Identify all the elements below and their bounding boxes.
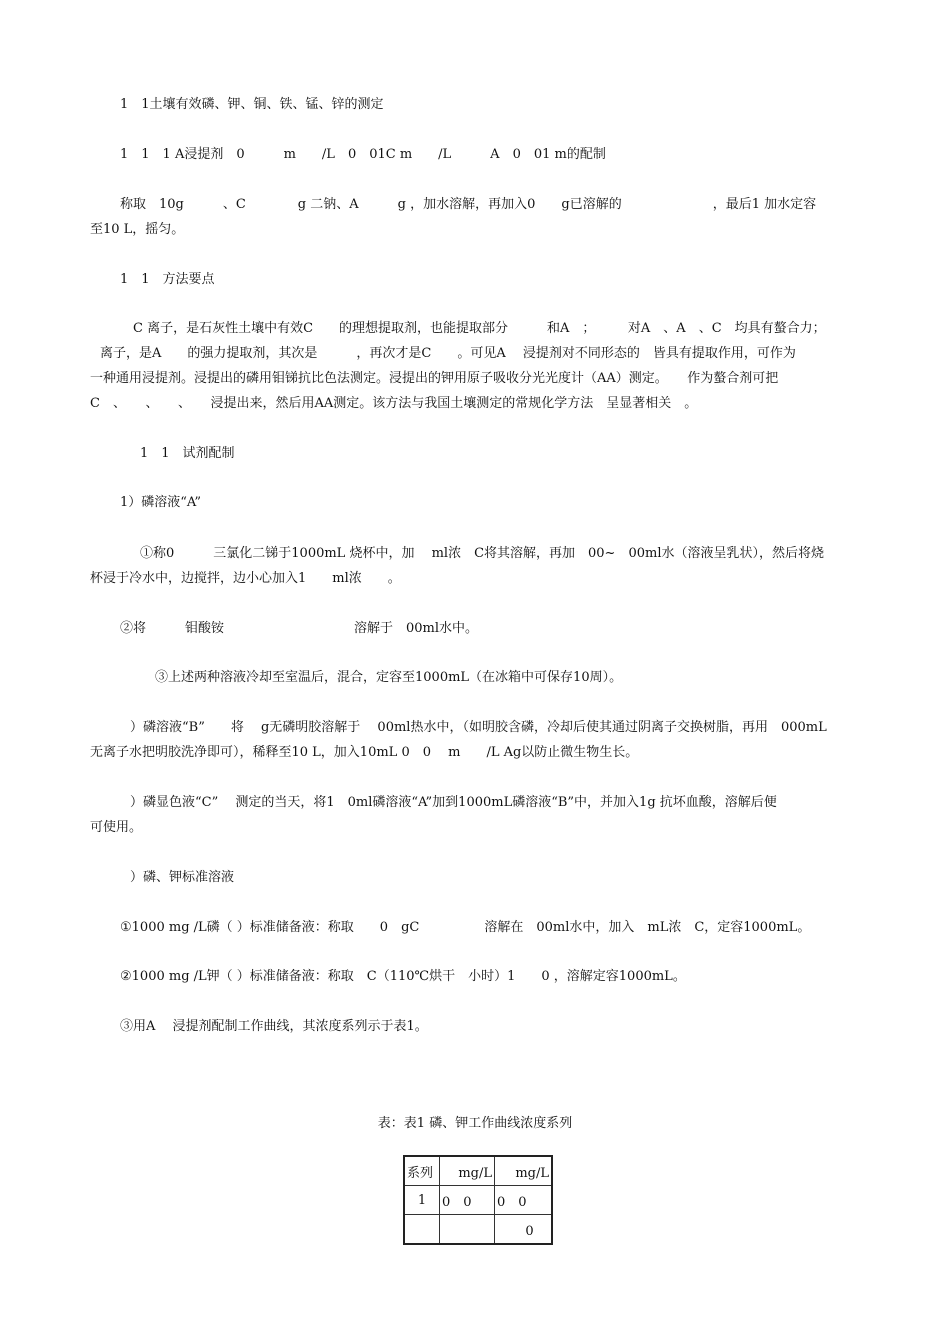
table-cell: 0 [495, 1215, 553, 1245]
heading-method: 1 1 方法要点 [120, 272, 215, 287]
item-4b: ②1000 mg /L钾（ ）标准储备液：称取 C（110℃烘干 小时）1 0 ，溶解定容1000mL。 [120, 969, 686, 984]
table-cell: 0 0 [495, 1186, 553, 1215]
table-cell: 1 [404, 1186, 440, 1215]
table-header-cell: 系列 [404, 1156, 440, 1186]
paragraph-weigh-line-2: 至10 L，摇匀。 [90, 222, 185, 237]
table-cell [440, 1215, 495, 1245]
heading-reagent: 1 1 试剂配制 [140, 446, 235, 461]
item-1b: ②将 钼酸铵 溶解于 00ml水中。 [120, 621, 479, 636]
item-1a-line-2: 杯浸于冷水中，边搅拌，边小心加入1 ml浓 。 [90, 571, 401, 586]
concentration-table [403, 1155, 553, 1245]
item-3-line-1: ）磷显色液“C” 测定的当天，将1 0ml磷溶液“A”加到1000mL磷溶液“B”中，并加入1g 抗坏血酸，溶解后便 [130, 795, 777, 810]
item-4a: ①1000 mg /L磷（ ）标准储备液：称取 0 gC 溶解在 00ml水中，加入 mL浓 C，定容1000mL。 [120, 920, 811, 935]
heading-1-1: 1 1土壤有效磷、钾、铜、铁、锰、锌的测定 [120, 97, 384, 112]
paragraph-method-line-3: 一种通用浸提剂。浸提出的磷用钼锑抗比色法测定。浸提出的钾用原子吸收分光光度计（AA）测定。 作为螯合剂可把 [90, 371, 779, 386]
item-4-title: ）磷、钾标准溶液 [130, 870, 235, 885]
paragraph-weigh-line-1: 称取 10g 、C g 二钠、A g ，加水溶解，再加入0 g已溶解的 ，最后1 加水定容 [120, 197, 817, 212]
heading-1-1-1: 1 1 1 A浸提剂 0 m /L 0 01C m /L A 0 01 m的配制 [120, 147, 606, 162]
table-caption: 表：表1 磷、钾工作曲线浓度系列 [377, 1116, 573, 1131]
item-4c: ③用A 浸提剂配制工作曲线，其浓度系列示于表1。 [120, 1019, 428, 1034]
table-row [404, 1215, 552, 1245]
table-header-cell: mg/L [495, 1156, 553, 1186]
table-row [404, 1186, 552, 1215]
table-cell [404, 1215, 440, 1245]
table-header-cell: mg/L [440, 1156, 495, 1186]
item-1a-line-1: ①称0 三氯化二锑于1000mL 烧杯中，加 ml浓 C将其溶解，再加 00~ 00ml水（溶液呈乳状），然后将烧 [140, 546, 824, 561]
item-3-line-2: 可使用。 [90, 820, 143, 835]
table-cell: 0 0 [440, 1186, 495, 1215]
paragraph-method-line-4: C 、 、 、 浸提出来，然后用AA测定。该方法与我国土壤测定的常规化学方法 呈显著相关 。 [90, 396, 698, 411]
item-2-line-2: 无离子水把明胶洗净即可），稀释至10 L，加入10mL 0 0 m /L Ag以防止微生物生长。 [90, 745, 639, 760]
item-2-line-1: ）磷溶液“B” 将 g无磷明胶溶解于 00ml热水中，（如明胶含磷，冷却后使其通过阴离子交换树脂，再用 000mL [130, 720, 827, 735]
paragraph-method-line-2: 离子，是A 的强力提取剂，其次是 ，再次才是C 。可见A 浸提剂对不同形态的 皆具有提取作用，可作为 [100, 346, 796, 361]
table-header-row [404, 1156, 552, 1186]
paragraph-method-line-1: C 离子，是石灰性土壤中有效C 的理想提取剂，也能提取部分 和A ； 对A 、A 、C 均具有螯合力； [133, 321, 826, 336]
item-1c: ③上述两种溶液冷却至室温后，混合，定容至1000mL（在冰箱中可保存10周）。 [155, 670, 623, 685]
item-1-title: 1）磷溶液“A” [120, 495, 202, 510]
